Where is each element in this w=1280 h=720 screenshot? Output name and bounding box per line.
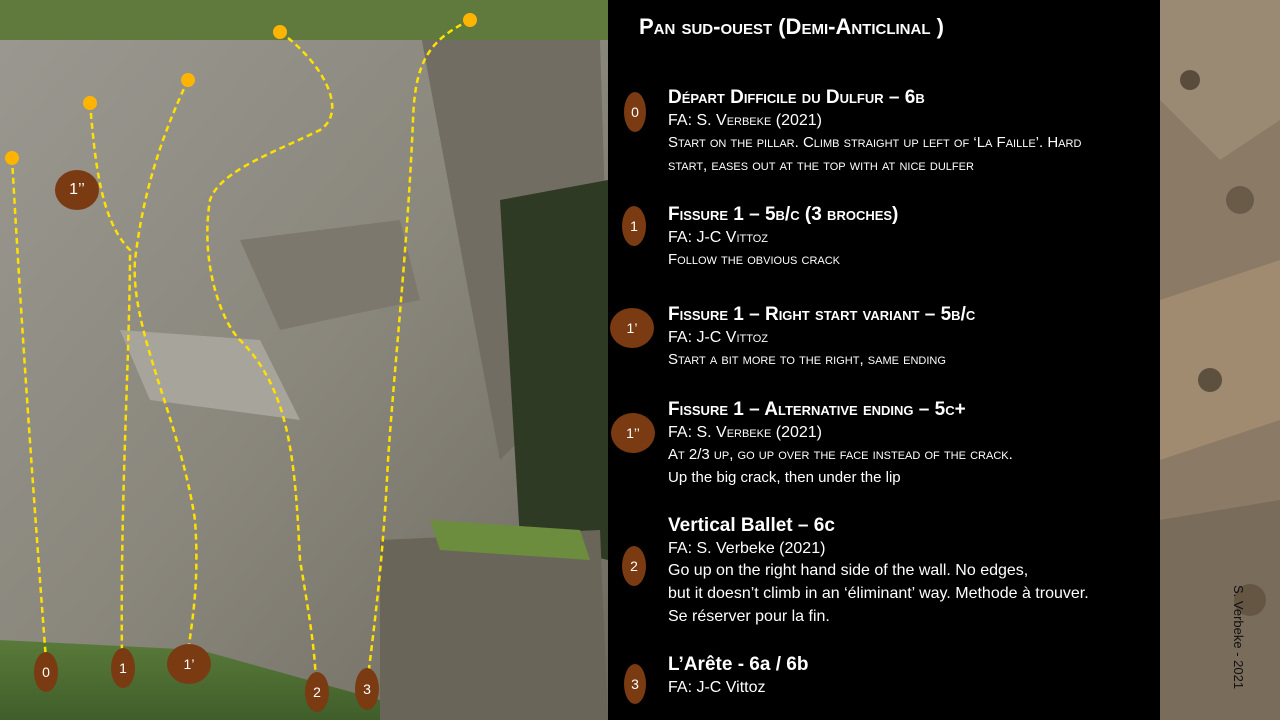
- photo-credit: S. Verbeke - 2021: [1231, 585, 1246, 690]
- rock-texture-strip: [1160, 0, 1280, 720]
- route-name: Fissure 1 – Right start variant – 5b/c: [668, 304, 976, 325]
- route-name: Fissure 1 – 5b/c (3 broches): [668, 204, 899, 225]
- route-name: L’Arête - 6a / 6b: [668, 654, 809, 675]
- route-desc-line: but it doesn’t climb in an ‘éliminant’ way. Methode à trouver.: [668, 585, 1089, 602]
- route-desc-line: Start a bit more to the right, same ending: [668, 351, 946, 368]
- route-badge-3: 3: [624, 664, 646, 704]
- route-1: [668, 203, 898, 271]
- route-fa: FA: S. Verbeke (2021): [668, 112, 823, 129]
- route-1-right-start: [668, 303, 975, 371]
- route-2: [668, 514, 1089, 628]
- route-name: Fissure 1 – Alternative ending – 5c+: [668, 399, 966, 420]
- route-desc-line: At 2/3 up, go up over the face instead of the crack.: [668, 446, 1013, 463]
- route-badge-1: 1: [622, 206, 646, 246]
- route-1-alt-ending: [668, 398, 1013, 489]
- route-desc-line: Se réserver pour la fin.: [668, 608, 830, 625]
- photo-marker-1pp: 1’’: [55, 170, 99, 210]
- photo-marker-2: 2: [305, 672, 329, 712]
- route-fa: FA: S. Verbeke (2021): [668, 540, 826, 557]
- route-0: [668, 86, 1081, 177]
- route-fa: FA: S. Verbeke (2021): [668, 424, 823, 441]
- route-3: [668, 653, 808, 698]
- route-desc-line: Follow the obvious crack: [668, 251, 841, 268]
- route-name: Départ Difficile du Dulfur – 6b: [668, 87, 925, 108]
- route-desc-line: start, eases out at the top with at nice dulfer: [668, 157, 974, 174]
- page-title: Pan sud-ouest (Demi-Anticlinal ): [639, 14, 944, 39]
- route-fa: FA: J-C Vittoz: [668, 679, 766, 696]
- photo-marker-1: 1: [111, 648, 135, 688]
- route-name: Vertical Ballet – 6c: [668, 515, 835, 536]
- route-badge-1pp: 1’’: [611, 413, 655, 453]
- route-desc-line: Start on the pillar. Climb straight up left of ‘La Faille’. Hard: [668, 134, 1082, 151]
- photo-marker-1p: 1’: [167, 644, 211, 684]
- route-badge-2: 2: [622, 546, 646, 586]
- route-panel: [608, 0, 1160, 720]
- topo-photo: [0, 0, 608, 720]
- route-desc-line: Go up on the right hand side of the wall. No edges,: [668, 562, 1029, 579]
- route-fa: FA: J-C Vittoz: [668, 229, 769, 246]
- route-badge-0: 0: [624, 92, 646, 132]
- route-fa: FA: J-C Vittoz: [668, 329, 769, 346]
- photo-marker-0: 0: [34, 652, 58, 692]
- photo-marker-3: 3: [355, 668, 379, 710]
- route-badge-1p: 1’: [610, 308, 654, 348]
- route-desc-line: Up the big crack, then under the lip: [668, 469, 901, 486]
